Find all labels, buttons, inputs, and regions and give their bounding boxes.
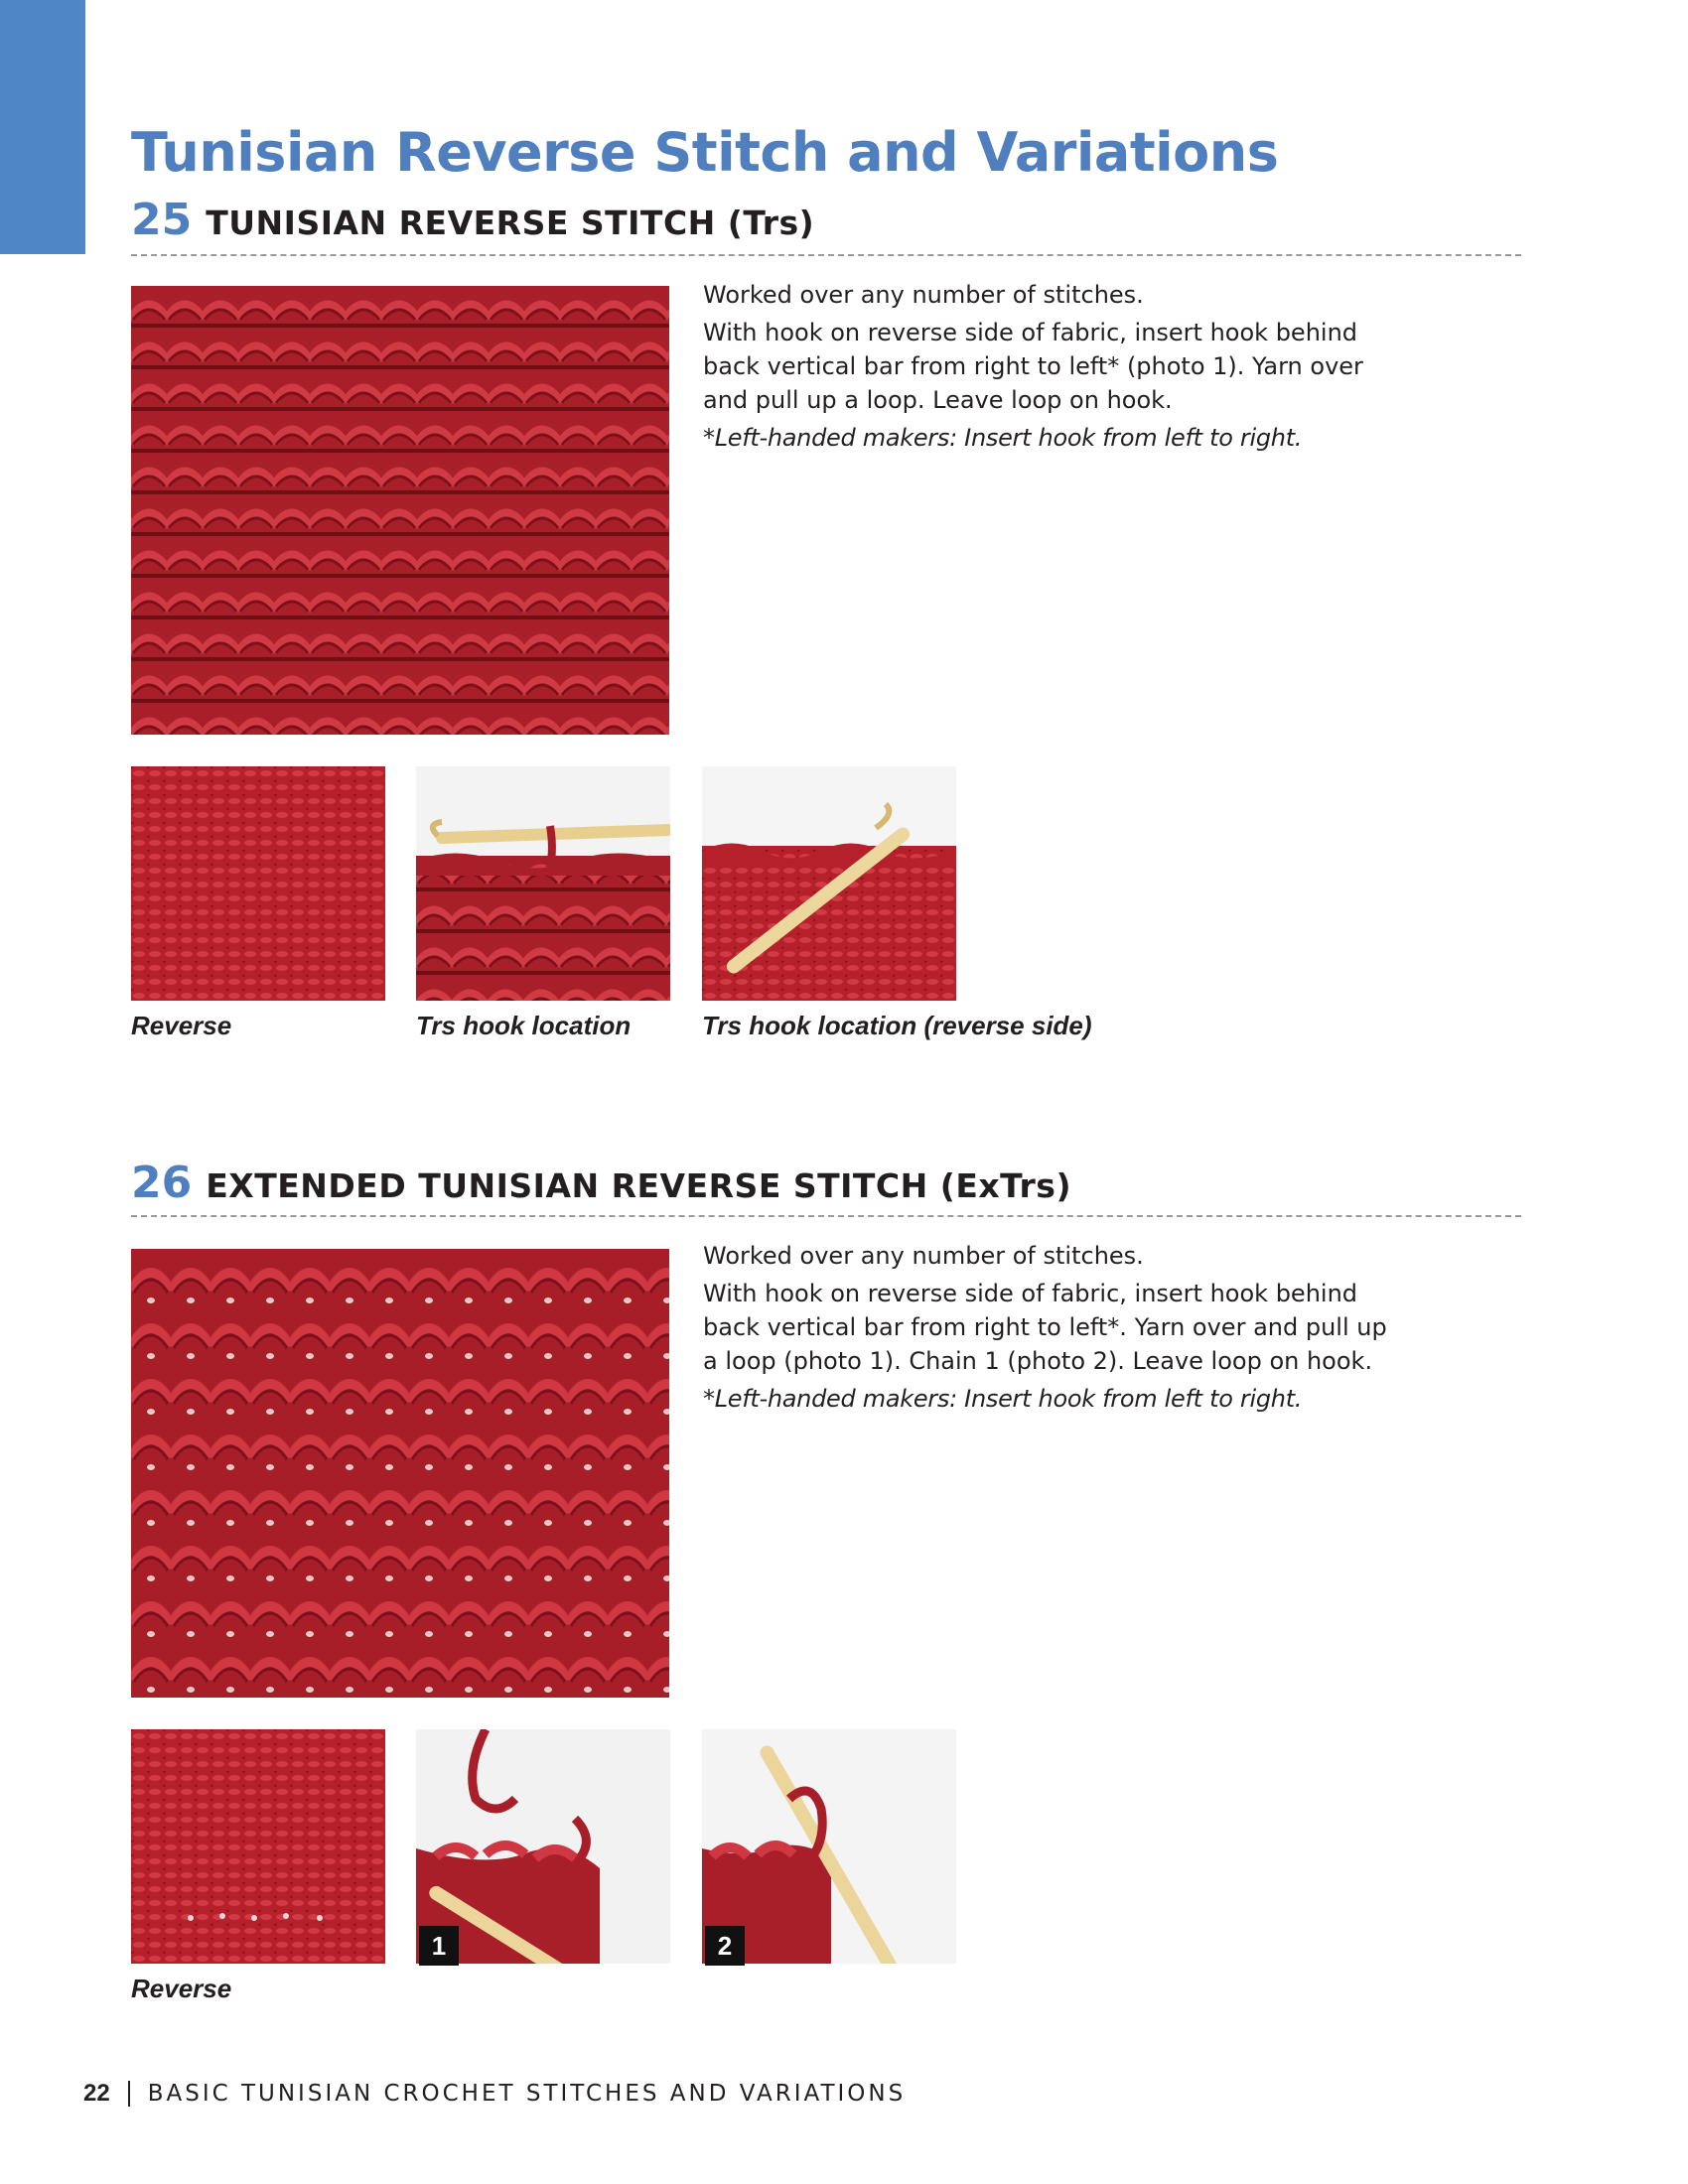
section-heading-25 bbox=[131, 195, 1521, 252]
instruction-paragraph: Worked over any number of stitches. bbox=[703, 281, 1144, 309]
section-divider bbox=[131, 1215, 1521, 1217]
photo-caption: Trs hook location (reverse side) bbox=[702, 1011, 1092, 1040]
photo-caption: Reverse bbox=[131, 1011, 232, 1040]
hook-location-photo bbox=[416, 766, 670, 1001]
instruction-paragraph: With hook on reverse side of fabric, insert hook behind back vertical bar from right to left*. Yarn over and pull up a loop (photo 1). Chain 1 (photo 2). Leave loop on hook. bbox=[703, 1280, 1387, 1375]
left-handed-note: *Left-handed makers: Insert hook from left to right. bbox=[703, 1385, 1303, 1413]
chapter-side-tab bbox=[0, 0, 85, 254]
book-title: BASIC TUNISIAN CROCHET STITCHES AND VARIATIONS bbox=[147, 2081, 907, 2107]
stitch-instructions bbox=[703, 278, 1398, 459]
hook-location-reverse-photo bbox=[702, 766, 956, 1001]
instruction-paragraph: With hook on reverse side of fabric, insert hook behind back vertical bar from right to left* (photo 1). Yarn over and pull up a loop. Leave loop on hook. bbox=[703, 319, 1363, 414]
page-number: 22 bbox=[83, 2080, 110, 2107]
section-divider bbox=[131, 254, 1521, 256]
left-handed-note: *Left-handed makers: Insert hook from left to right. bbox=[703, 424, 1303, 452]
section-number: 26 bbox=[131, 1158, 193, 1208]
reverse-side-photo bbox=[131, 766, 385, 1001]
stitch-instructions bbox=[703, 1239, 1398, 1420]
section-number: 25 bbox=[131, 195, 193, 245]
step-number-badge: 2 bbox=[705, 1926, 745, 1966]
section-title: EXTENDED TUNISIAN REVERSE STITCH (ExTrs) bbox=[206, 1166, 1072, 1205]
photo-caption: Reverse bbox=[131, 1974, 232, 2003]
footer-separator bbox=[128, 2081, 130, 2107]
page-title: Tunisian Reverse Stitch and Variations bbox=[131, 121, 1279, 184]
stitch-swatch-photo bbox=[131, 286, 669, 735]
section-title: TUNISIAN REVERSE STITCH (Trs) bbox=[206, 204, 815, 242]
reverse-side-photo bbox=[131, 1729, 385, 1964]
photo-caption: Trs hook location bbox=[416, 1011, 632, 1040]
stitch-swatch-photo bbox=[131, 1249, 669, 1698]
step-number-badge: 1 bbox=[419, 1926, 459, 1966]
instruction-paragraph: Worked over any number of stitches. bbox=[703, 1242, 1144, 1270]
section-heading-26 bbox=[131, 1158, 1521, 1215]
page-footer bbox=[83, 2080, 906, 2108]
